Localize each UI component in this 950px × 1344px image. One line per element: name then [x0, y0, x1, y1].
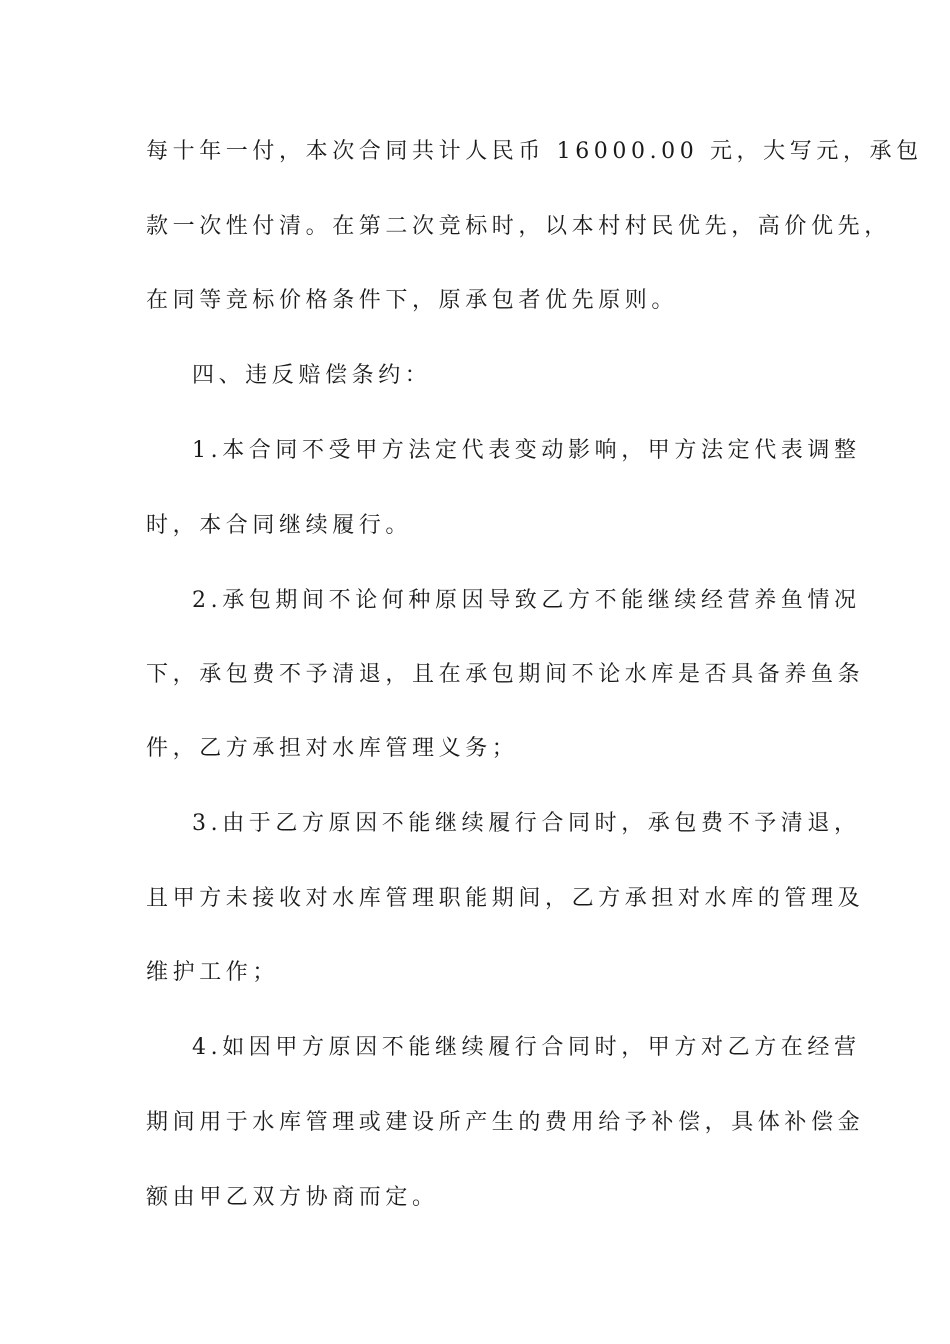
clause-3-line: 且甲方未接收对水库管理职能期间，乙方承担对水库的管理及: [146, 886, 865, 911]
clause-2-line: 下，承包费不予清退，且在承包期间不论水库是否具备养鱼条: [146, 662, 865, 687]
clause-3-line: 3.由于乙方原因不能继续履行合同时，承包费不予清退，: [192, 811, 861, 836]
paragraph-line: 在同等竞标价格条件下，原承包者优先原则。: [146, 288, 679, 313]
clause-3-line: 维护工作；: [146, 960, 280, 985]
paragraph-line: 每十年一付，本次合同共计人民币 16000.00 元，大写元，承包: [146, 139, 923, 164]
clause-4-line: 期间用于水库管理或建设所产生的费用给予补偿，具体补偿金: [146, 1110, 865, 1135]
clause-4-line: 4.如因甲方原因不能继续履行合同时，甲方对乙方在经营: [192, 1035, 861, 1060]
clause-4-line: 额由甲乙双方协商而定。: [146, 1185, 439, 1210]
clause-1-line: 1.本合同不受甲方法定代表变动影响，甲方法定代表调整: [192, 438, 861, 463]
clause-2-line: 2.承包期间不论何种原因导致乙方不能继续经营养鱼情况: [192, 588, 861, 613]
section-heading: 四、违反赔偿条约：: [192, 363, 432, 388]
clause-1-line: 时，本合同继续履行。: [146, 513, 413, 538]
paragraph-line: 款一次性付清。在第二次竞标时，以本村村民优先，高价优先，: [146, 214, 891, 239]
clause-2-line: 件，乙方承担对水库管理义务；: [146, 736, 519, 761]
